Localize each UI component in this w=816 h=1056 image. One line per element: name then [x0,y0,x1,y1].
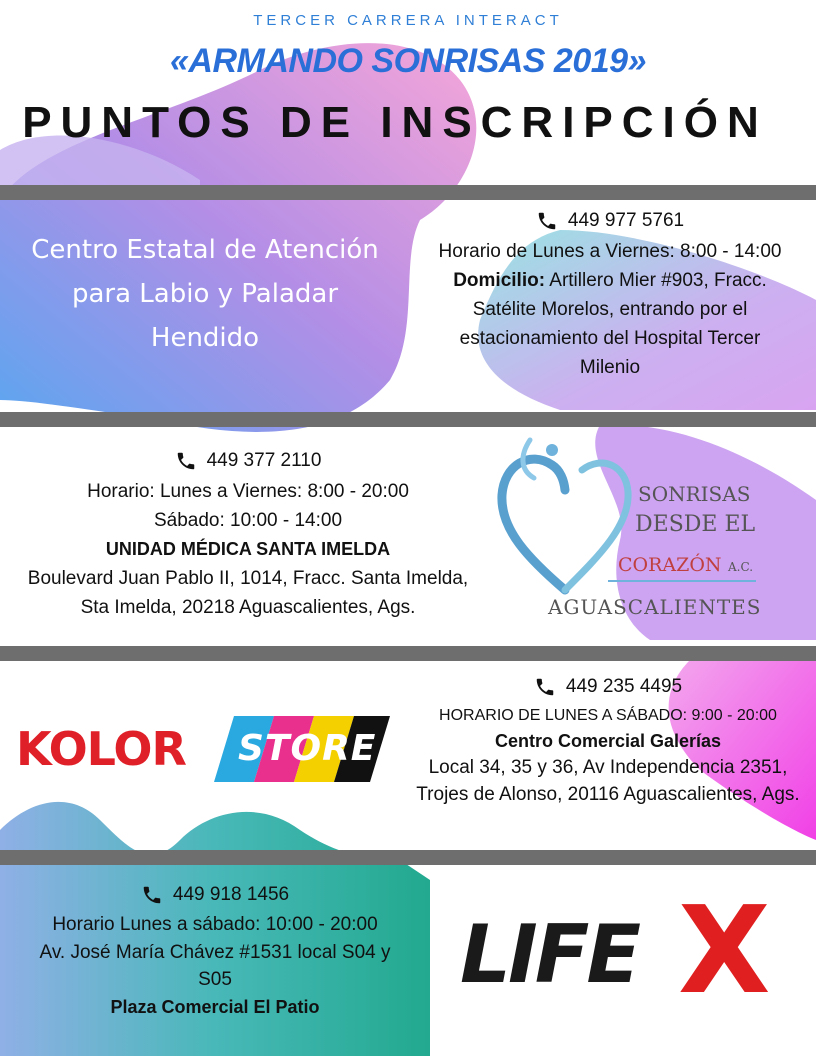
phone-icon [534,676,556,698]
lifex-text: LIFE [460,908,639,1001]
address-line: Local 34, 35 y 36, Av Independencia 2351, [428,757,788,778]
place-name: Centro Comercial Galerías [494,731,722,751]
hours: Horario: Lunes a Viernes: 8:00 - 20:00 [87,481,409,502]
divider [0,646,816,661]
lifex-logo [460,882,810,1021]
phone-row [141,884,289,906]
logo-text-1: SONRISAS [638,482,751,506]
logo-text-2: DESDE EL [635,512,756,537]
center-name-line: para Labio y Paladar [71,279,339,309]
address [410,266,810,295]
phone-row [175,450,322,472]
hours: Horario de Lunes a Viernes: 8:00 - 14:00 [438,241,782,262]
center-name-line: Hendido [150,323,260,353]
address-line: Av. José María Chávez #1531 local S04 y [39,942,391,963]
section2-info [10,450,486,622]
kolor-text: KOLOR [16,722,186,776]
logo-ac: A.C. [728,560,754,574]
logo-rule [608,580,756,582]
divider [0,185,816,200]
phone-row [536,210,684,232]
address-text: Artillero Mier #903, Fracc. [545,270,767,291]
section1-info [410,210,810,382]
hours: Horario Lunes a sábado: 10:00 - 20:00 [52,914,378,935]
page-heading: PUNTOS DE INSCRIPCIÓN [22,98,768,147]
phone-icon [536,210,558,232]
place-name: Plaza Comercial El Patio [110,997,320,1017]
phone-number: 449 235 4495 [565,676,683,697]
section1-center-name [10,228,400,360]
hours: Sábado: 10:00 - 14:00 [153,510,343,531]
phone-number: 449 918 1456 [172,884,290,905]
lifex-x: X [678,882,771,1021]
center-name-line: Centro Estatal de Atención [31,235,379,265]
phone-number: 449 977 5761 [567,210,685,231]
address-line: Satélite Morelos, entrando por el [472,299,748,320]
phone-icon [141,884,163,906]
store-text: STORE [238,728,377,769]
hours: HORARIO DE LUNES A SÁBADO: 9:00 - 20:00 [439,707,777,724]
address-line: S05 [198,969,232,990]
section4-info [10,884,420,1022]
logo-city: AGUASCALIENTES [548,595,762,619]
event-title: «ARMANDO SONRISAS 2019» [170,42,646,80]
logo-text-3: CORAZÓN [618,554,722,576]
divider [0,850,816,865]
phone-number: 449 377 2110 [206,450,322,471]
address-line: Boulevard Juan Pablo II, 1014, Fracc. Santa Imelda, [27,568,469,589]
place-name: UNIDAD MÉDICA SANTA IMELDA [105,539,391,559]
divider [0,412,816,427]
event-subtitle: TERCER CARRERA INTERACT [253,12,563,29]
phone-icon [175,450,197,472]
address-line: Milenio [579,357,641,378]
address-line: Sta Imelda, 20218 Aguascalientes, Ags. [80,597,416,618]
section3-info [400,676,816,808]
phone-row [534,676,682,698]
address-line: Trojes de Alonso, 20116 Aguascalientes, Ags. [416,784,800,805]
address-line: estacionamiento del Hospital Tercer [459,328,761,349]
sonrisas-logo [490,430,780,630]
kolor-store-logo [16,712,396,792]
address-label: Domicilio: [453,270,546,291]
